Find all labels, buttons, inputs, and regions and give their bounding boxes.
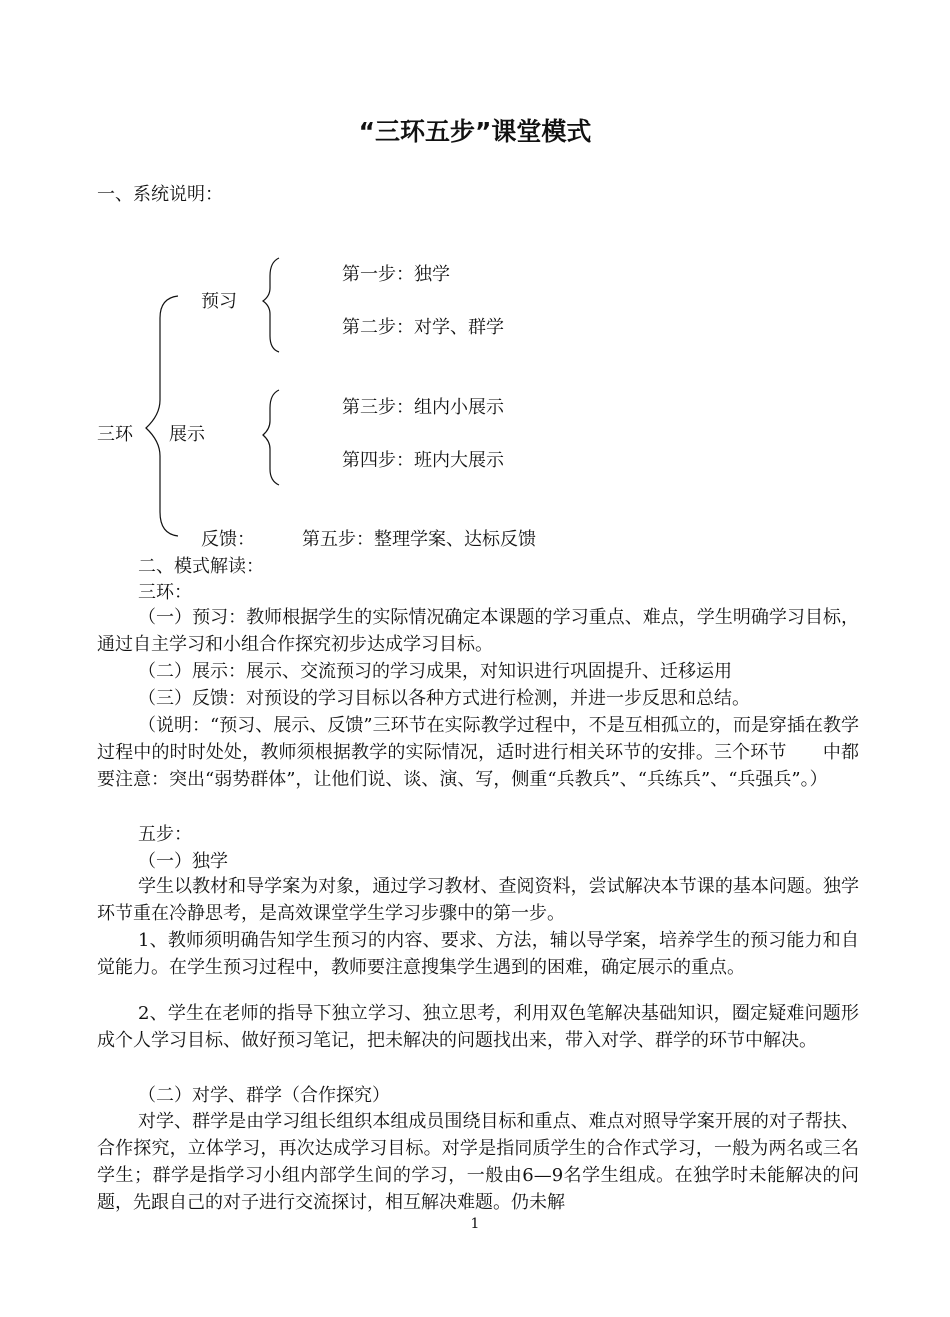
phase-show: 展示 [169,424,205,445]
phase-feedback: 反馈： [201,529,255,550]
main-brace [146,296,178,536]
section2-heading: 二、模式解读： [138,556,264,577]
show-brace [263,390,279,485]
root-three-rings: 三环 [97,424,133,445]
subheading-duixue: （二）对学、群学（合作探究） [138,1085,390,1106]
paragraph-feedback: （三）反馈：对预设的学习目标以各种方式进行检测，并进一步反思和总结。 [138,688,750,709]
section1-heading: 一、系统说明： [97,184,223,205]
subheading-duxue: （一）独学 [138,851,228,872]
paragraph-duixue: 对学、群学是由学习组长组织本组成员围绕目标和重点、难点对照导学案开展的对子帮扶、合作探究，立体学习，再次达成学习目标。对学是指同质学生的合作式学习，一般为两名或三名学生；群学是指学习小组内部学生间的学习，一般由6—9名学生组成。在独学时未能解决的问题，先跟自己的对子进行交流探讨，相互解决难题。仍未解 [97,1111,859,1213]
five-steps-label: 五步： [138,824,192,845]
preview-brace [263,258,279,352]
paragraph-item-2: 2、学生在老师的指导下独立学习、独立思考，利用双色笔解决基础知识，圈定疑难问题形成个人学习目标、做好预习笔记，把未解决的问题找出来，带入对学、群学的环节中解决。 [97,1003,859,1051]
paragraph-note: （说明：“预习、展示、反馈”三环节在实际教学过程中，不是互相孤立的，而是穿插在教学过程中的时时处处，教师须根据教学的实际情况，适时进行相关环节的安排。三个环节 中都要注意：突出“弱势群体”，让他们说、谈、演、写，侧重“兵教兵”、“兵练兵”、“兵强兵”。） [97,715,859,790]
paragraph-show: （二）展示：展示、交流预习的学习成果，对知识进行巩固提升、迁移运用 [138,661,732,682]
phase-preview: 预习 [201,291,237,312]
page-number: 1 [470,1216,480,1232]
step-1: 第一步：独学 [342,264,450,285]
step-3: 第三步：组内小展示 [342,397,504,418]
paragraph-preview: （一）预习：教师根据学生的实际情况确定本课题的学习重点、难点，学生明确学习目标，通过自主学习和小组合作探究初步达成学习目标。 [97,607,859,655]
document-title: “三环五步”课堂模式 [358,117,592,146]
step-2: 第二步：对学、群学 [342,317,504,338]
step-5: 第五步：整理学案、达标反馈 [302,529,536,550]
paragraph-duxue: 学生以教材和导学案为对象，通过学习教材、查阅资料，尝试解决本节课的基本问题。独学环节重在冷静思考，是高效课堂学生学习步骤中的第一步。 [97,876,859,924]
three-rings-label: 三环： [138,582,192,603]
paragraph-item-1: 1、教师须明确告知学生预习的内容、要求、方法，辅以导学案，培养学生的预习能力和自觉能力。在学生预习过程中，教师要注意搜集学生遇到的困难，确定展示的重点。 [97,930,859,978]
step-4: 第四步：班内大展示 [342,450,504,471]
